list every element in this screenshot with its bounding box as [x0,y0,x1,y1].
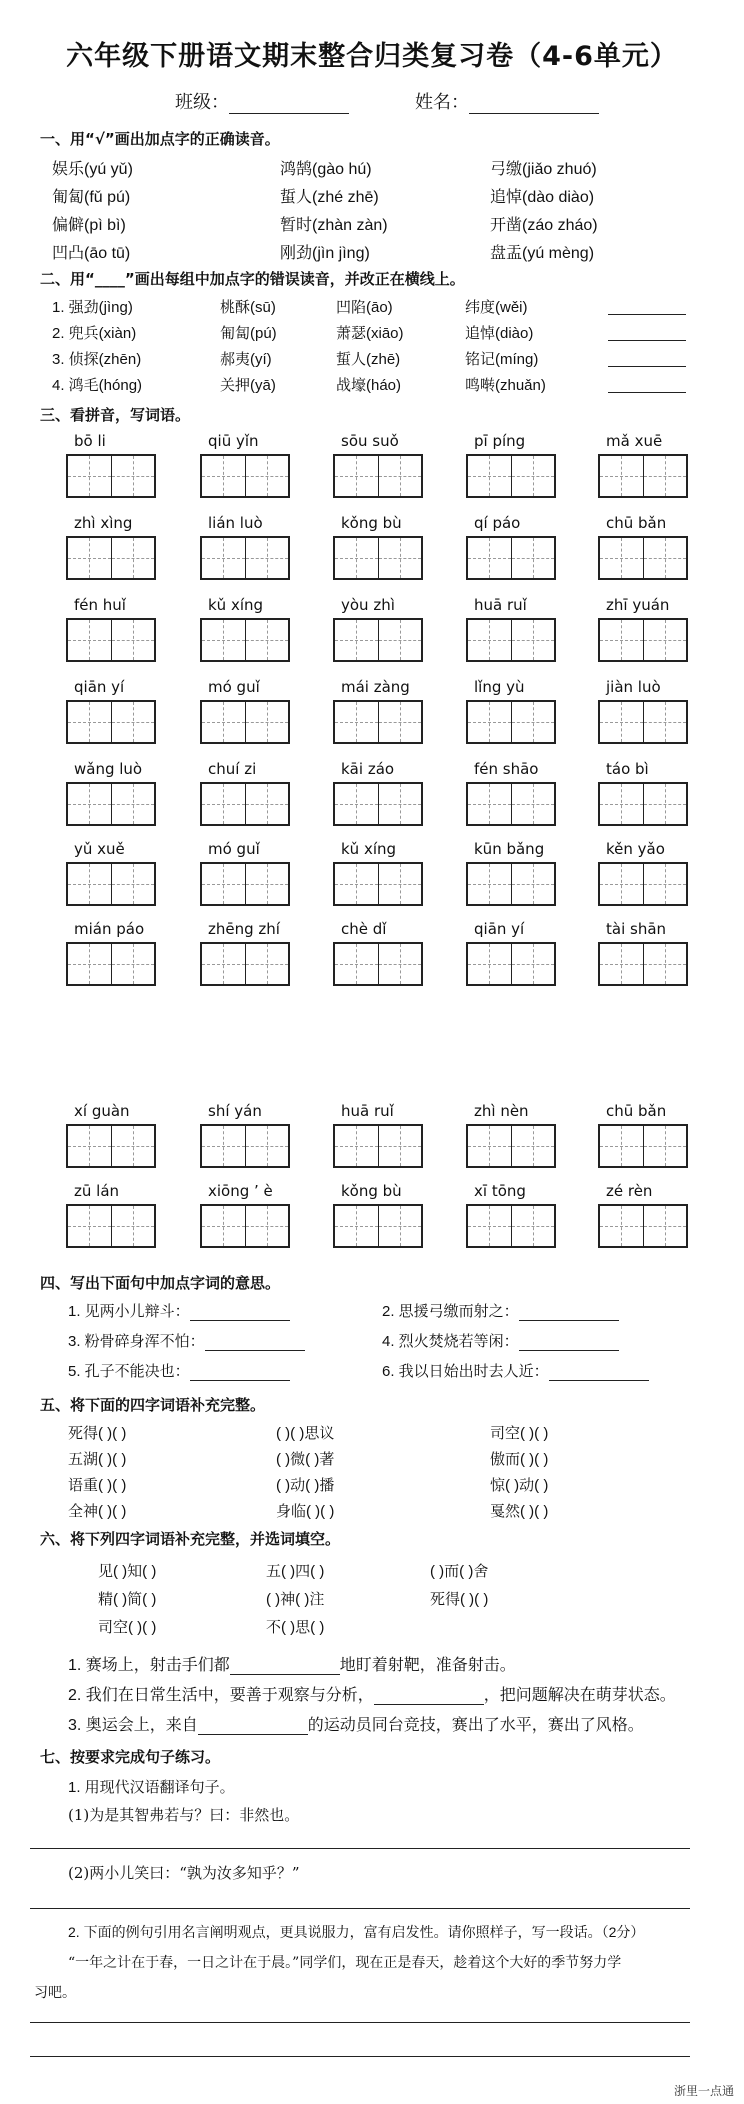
pinyin-label: táo bì [606,760,649,778]
s2-item: 铭记(míng) [465,351,539,368]
char-cell[interactable] [379,538,422,578]
char-cell[interactable] [112,538,155,578]
s4-item [382,1360,649,1381]
s1-item: 匍匐(fǔ pú) [52,189,131,206]
footer-watermark: 浙里一点通 [673,2084,734,2098]
answer-blank[interactable] [519,1304,619,1321]
word-writing-box[interactable] [200,942,290,986]
pinyin-label: mó guǐ [208,840,260,858]
section-6-heading: 六、将下列四字词语补充完整，并选词填空。 [40,1530,341,1548]
pinyin-label: kūn bǎng [474,840,545,858]
q1a-text: (1)为是其智弗若与？曰：非然也。 [68,1806,300,1824]
s1-item: 蜇人(zhé zhē) [280,189,379,206]
char-cell[interactable] [512,944,555,984]
char-cell[interactable] [112,1206,155,1246]
word-writing-box[interactable] [333,782,423,826]
char-cell[interactable] [112,620,155,660]
pinyin-label: xí guàn [74,1102,130,1120]
char-cell[interactable] [68,456,112,496]
word-writing-box[interactable] [466,1204,556,1248]
s2-item: 纬度(wěi) [465,299,528,316]
char-cell[interactable] [202,538,246,578]
char-cell[interactable] [468,456,512,496]
pinyin-label: qí páo [474,514,521,532]
pinyin-label: chū bǎn [606,1102,667,1120]
s1-item: 刚劲(jìn jìng) [280,245,370,262]
char-cell[interactable] [644,784,687,824]
s2-item: 2. 兜兵(xiàn) [52,325,137,342]
word-writing-box[interactable] [598,618,688,662]
char-cell[interactable] [246,1206,289,1246]
word-writing-box[interactable] [333,454,423,498]
answer-line[interactable] [30,1908,690,1909]
answer-line[interactable] [30,1848,690,1849]
s5-item[interactable]: 傲而( )( ) [490,1451,549,1468]
s6-word[interactable]: 不( )思( ) [266,1619,325,1636]
pinyin-label: lǐng yù [474,678,525,696]
char-cell[interactable] [202,784,246,824]
pinyin-label: chū bǎn [606,514,667,532]
word-writing-box[interactable] [66,782,156,826]
s6-word[interactable]: 五( )四( ) [266,1563,325,1580]
pinyin-label: mián páo [74,920,145,938]
fill-blank[interactable] [230,1658,340,1675]
char-cell[interactable] [246,1126,289,1166]
word-writing-box[interactable] [598,454,688,498]
word-writing-box[interactable] [66,862,156,906]
s4-item [68,1300,290,1321]
word-writing-box[interactable] [200,618,290,662]
s4-item [382,1300,619,1321]
char-cell[interactable] [468,1206,512,1246]
pinyin-label: pī píng [474,432,526,450]
section-7-heading: 七、按要求完成句子练习。 [40,1748,221,1766]
s5-item[interactable]: 惊( )动( ) [490,1477,549,1494]
s1-item: 偏僻(pì bì) [52,217,126,234]
char-cell[interactable] [246,784,289,824]
word-writing-box[interactable] [66,942,156,986]
char-cell[interactable] [335,784,379,824]
word-writing-box[interactable] [66,700,156,744]
word-writing-box[interactable] [598,782,688,826]
section-4-heading: 四、写出下面句中加点字词的意思。 [40,1274,281,1292]
word-writing-box[interactable] [598,536,688,580]
section-2-heading: 二、用“____”画出每组中加点字的错误读音，并改正在横线上。 [40,270,465,288]
s6-word[interactable]: 精( )简( ) [98,1591,157,1608]
pinyin-label: mái zàng [341,678,410,696]
char-cell[interactable] [600,944,644,984]
answer-line[interactable] [30,2022,690,2023]
pinyin-label: yǔ xuě [74,840,125,858]
pinyin-label: kěn yǎo [606,840,665,858]
char-cell[interactable] [68,1126,112,1166]
pinyin-label: kǔ xíng [208,596,264,614]
char-cell[interactable] [68,1206,112,1246]
fill-sentence-2: 2. 我们在日常生活中，要善于观察与分析， ，把问题解决在萌芽状态。 [68,1687,676,1704]
fill-blank[interactable] [374,1688,484,1705]
char-cell[interactable] [512,784,555,824]
char-cell[interactable] [468,864,512,904]
char-cell[interactable] [379,456,422,496]
page-title: 六年级下册语文期末整合归类复习卷（4-6单元） [66,41,678,72]
s1-item: 鸿鹄(gào hú) [280,161,372,178]
char-cell[interactable] [468,1126,512,1166]
char-cell[interactable] [112,1126,155,1166]
q1-title: 1. 用现代汉语翻译句子。 [68,1779,235,1796]
s2-item: 关押(yā) [220,377,276,394]
char-cell[interactable] [246,620,289,660]
s5-item[interactable]: 五湖( )( ) [68,1451,127,1468]
char-cell[interactable] [335,864,379,904]
word-writing-box[interactable] [66,618,156,662]
word-writing-box[interactable] [333,618,423,662]
s2-item: 蜇人(zhē) [336,351,401,368]
char-cell[interactable] [202,864,246,904]
char-cell[interactable] [335,1206,379,1246]
char-cell[interactable] [335,620,379,660]
pinyin-label: fén huǐ [74,596,126,614]
char-cell[interactable] [202,1206,246,1246]
word-writing-box[interactable] [66,536,156,580]
char-cell[interactable] [512,702,555,742]
word-writing-box[interactable] [200,1204,290,1248]
word-writing-box[interactable] [466,862,556,906]
word-writing-box[interactable] [333,942,423,986]
s1-item: 娱乐(yú yǔ) [52,161,133,178]
pinyin-label: chuí zi [208,760,257,778]
pinyin-label: mǎ xuē [606,432,663,450]
char-cell[interactable] [246,538,289,578]
s4-question: 1. 见两小儿辩斗： [68,1303,190,1320]
s5-item[interactable]: 身临( )( ) [276,1503,335,1520]
pinyin-label: zhì nèn [474,1102,529,1120]
fill-sentence-3: 3. 奥运会上，来自 的运动员同台竞技，赛出了水平，赛出了风格。 [68,1717,644,1734]
word-writing-box[interactable] [200,700,290,744]
char-cell[interactable] [246,864,289,904]
s6-word[interactable]: ( )神( )注 [266,1591,325,1608]
char-cell[interactable] [644,538,687,578]
s5-item[interactable]: ( )( )思议 [276,1425,335,1442]
q2-title: 2. 下面的例句引用名言阐明观点，更具说服力，富有启发性。请你照样子，写一段话。（2分） [68,1924,645,1940]
char-cell[interactable] [202,702,246,742]
char-cell[interactable] [512,1206,555,1246]
char-cell[interactable] [644,1206,687,1246]
s5-item[interactable]: 语重( )( ) [68,1477,127,1494]
char-cell[interactable] [379,944,422,984]
word-writing-box[interactable] [466,942,556,986]
char-cell[interactable] [512,864,555,904]
char-cell[interactable] [68,620,112,660]
char-cell[interactable] [335,944,379,984]
answer-blank[interactable] [190,1364,290,1381]
name-label: 姓名： [415,92,469,113]
s4-item [68,1360,290,1381]
pinyin-label: huā ruǐ [341,1102,394,1120]
char-cell[interactable] [379,1126,422,1166]
s6-word[interactable]: 见( )知( ) [98,1563,157,1580]
char-cell[interactable] [468,620,512,660]
word-writing-box[interactable] [466,618,556,662]
pinyin-label: bō li [74,432,106,450]
section-5-heading: 五、将下面的四字词语补充完整。 [40,1396,266,1414]
s1-item: 弓缴(jiǎo zhuó) [490,161,597,178]
word-writing-box[interactable] [200,454,290,498]
pinyin-label: huā ruǐ [474,596,527,614]
char-cell[interactable] [379,784,422,824]
char-cell[interactable] [379,864,422,904]
char-cell[interactable] [202,1126,246,1166]
answer-line[interactable] [608,366,686,367]
pinyin-label: zé rèn [606,1182,653,1200]
char-cell[interactable] [112,702,155,742]
s6-word[interactable]: ( )而( )舍 [430,1563,489,1580]
char-cell[interactable] [600,1126,644,1166]
s4-item [68,1330,305,1351]
pinyin-label: zhì xìng [74,514,133,532]
char-cell[interactable] [335,456,379,496]
word-writing-box[interactable] [333,862,423,906]
word-writing-box[interactable] [598,1204,688,1248]
word-writing-box[interactable] [466,700,556,744]
char-cell[interactable] [512,538,555,578]
char-cell[interactable] [468,702,512,742]
pinyin-label: qiān yí [474,920,525,938]
word-writing-box[interactable] [333,536,423,580]
word-writing-box[interactable] [66,1124,156,1168]
char-cell[interactable] [68,538,112,578]
char-cell[interactable] [644,864,687,904]
pinyin-label: sōu suǒ [341,432,399,450]
char-cell[interactable] [600,456,644,496]
s2-item: 匍匐(pú) [220,325,277,342]
char-cell[interactable] [202,456,246,496]
char-cell[interactable] [644,456,687,496]
char-cell[interactable] [512,1126,555,1166]
char-cell[interactable] [600,702,644,742]
s2-item: 萧瑟(xiāo) [336,325,404,342]
word-writing-box[interactable] [333,1124,423,1168]
word-writing-box[interactable] [66,454,156,498]
word-writing-box[interactable] [466,782,556,826]
s2-item: 追悼(diào) [465,325,534,342]
char-cell[interactable] [379,702,422,742]
char-cell[interactable] [512,456,555,496]
pinyin-label: tài shān [606,920,667,938]
pinyin-label: wǎng luò [74,760,143,778]
char-cell[interactable] [644,944,687,984]
char-cell[interactable] [335,1126,379,1166]
pinyin-label: kǔ xíng [341,840,397,858]
fill-blank[interactable] [198,1718,308,1735]
word-writing-box[interactable] [466,536,556,580]
s2-item: 郝夷(yí) [220,351,272,368]
char-cell[interactable] [600,1206,644,1246]
char-cell[interactable] [468,538,512,578]
s4-question: 4. 烈火焚烧若等闲： [382,1333,519,1350]
word-writing-box[interactable] [598,700,688,744]
pinyin-label: qiān yí [74,678,125,696]
section-1-heading: 一、用“√”画出加点字的正确读音。 [40,130,280,148]
s2-item: 鸣啭(zhuǎn) [465,377,546,394]
pinyin-label: fén shāo [474,760,539,778]
s2-item: 1. 强劲(jìng) [52,299,133,316]
s4-item [382,1330,619,1351]
s5-item[interactable]: ( )微( )著 [276,1451,335,1468]
char-cell[interactable] [112,864,155,904]
char-cell[interactable] [112,784,155,824]
pinyin-label: mó guǐ [208,678,260,696]
word-writing-box[interactable] [200,782,290,826]
pinyin-label: kǒng bù [341,514,402,532]
pinyin-label: kǒng bù [341,1182,402,1200]
s1-item: 追悼(dào diào) [490,189,595,206]
s2-item: 4. 鸿毛(hóng) [52,377,143,394]
s2-item: 战壕(háo) [336,377,402,394]
char-cell[interactable] [468,784,512,824]
section-3-heading: 三、看拼音，写词语。 [40,406,191,424]
char-cell[interactable] [379,620,422,660]
answer-line[interactable] [608,314,686,315]
class-label: 班级： [175,92,229,113]
s5-item[interactable]: 全神( )( ) [68,1503,127,1520]
pinyin-label: jiàn luò [606,678,661,696]
q2-example: “一年之计在于春，一日之计在于晨。”同学们，现在正是春天，趁着这个大好的季节努力学 [68,1955,622,1971]
pinyin-label: qiū yǐn [208,432,259,450]
s6-word[interactable]: 死得( )( ) [430,1591,489,1608]
pinyin-label: zhī yuán [606,596,670,614]
pinyin-label: xiōng ’ è [208,1182,273,1200]
s5-item[interactable]: 死得( )( ) [68,1425,127,1442]
char-cell[interactable] [246,702,289,742]
answer-line[interactable] [30,2056,690,2057]
char-cell[interactable] [202,620,246,660]
pinyin-label: yòu zhì [341,596,395,614]
s1-item: 盘盂(yú mèng) [490,245,595,262]
char-cell[interactable] [600,784,644,824]
answer-blank[interactable] [549,1364,649,1381]
char-cell[interactable] [600,864,644,904]
word-writing-box[interactable] [200,536,290,580]
char-cell[interactable] [644,1126,687,1166]
s4-question: 3. 粉骨碎身浑不怕： [68,1333,205,1350]
fill-sentence-1: 1. 赛场上，射击手们都 地盯着射靶，准备射击。 [68,1657,516,1674]
word-writing-box[interactable] [200,1124,290,1168]
q2-example-cont: 习吧。 [34,1985,76,2001]
word-writing-box[interactable] [466,454,556,498]
char-cell[interactable] [644,620,687,660]
pinyin-label: chè dǐ [341,920,387,938]
pinyin-label: lián luò [208,514,263,532]
q1b-text: (2)两小儿笑曰：“孰为汝多知乎？” [68,1864,300,1882]
word-writing-box[interactable] [333,700,423,744]
word-writing-box[interactable] [598,1124,688,1168]
char-cell[interactable] [68,864,112,904]
s2-item: 桃酥(sū) [220,299,276,316]
char-cell[interactable] [379,1206,422,1246]
s5-item[interactable]: 戛然( )( ) [490,1503,549,1520]
char-cell[interactable] [600,620,644,660]
char-cell[interactable] [246,944,289,984]
word-writing-box[interactable] [466,1124,556,1168]
char-cell[interactable] [68,784,112,824]
s4-question: 5. 孔子不能决也： [68,1363,190,1380]
char-cell[interactable] [600,538,644,578]
s2-item: 3. 侦探(zhēn) [52,351,142,368]
s4-question: 2. 思援弓缴而射之： [382,1303,519,1320]
pinyin-label: zū lán [74,1182,120,1200]
answer-blank[interactable] [205,1334,305,1351]
answer-line[interactable] [608,340,686,341]
answer-line[interactable] [608,392,686,393]
s1-item: 开凿(záo zháo) [490,217,598,234]
pinyin-label: shí yán [208,1102,262,1120]
char-cell[interactable] [335,702,379,742]
char-cell[interactable] [468,944,512,984]
answer-blank[interactable] [190,1304,290,1321]
char-cell[interactable] [112,944,155,984]
s4-question: 6. 我以日始出时去人近： [382,1363,549,1380]
answer-blank[interactable] [519,1334,619,1351]
pinyin-label: zhēng zhí [208,920,280,938]
word-writing-box[interactable] [598,862,688,906]
char-cell[interactable] [68,702,112,742]
s1-item: 凹凸(āo tū) [52,245,131,262]
char-cell[interactable] [246,456,289,496]
class-field[interactable] [175,88,349,114]
char-cell[interactable] [512,620,555,660]
char-cell[interactable] [335,538,379,578]
char-cell[interactable] [68,944,112,984]
char-cell[interactable] [112,456,155,496]
s1-item: 暂时(zhàn zàn) [280,217,388,234]
s2-item: 凹陷(āo) [336,299,393,316]
char-cell[interactable] [202,944,246,984]
word-writing-box[interactable] [333,1204,423,1248]
word-writing-box[interactable] [66,1204,156,1248]
s5-item[interactable]: 司空( )( ) [490,1425,549,1442]
name-field[interactable] [415,88,599,114]
char-cell[interactable] [644,702,687,742]
word-writing-box[interactable] [200,862,290,906]
pinyin-label: xī tōng [474,1182,526,1200]
word-writing-box[interactable] [598,942,688,986]
pinyin-label: kāi záo [341,760,395,778]
s6-word[interactable]: 司空( )( ) [98,1619,157,1636]
s5-item[interactable]: ( )动( )播 [276,1477,335,1494]
